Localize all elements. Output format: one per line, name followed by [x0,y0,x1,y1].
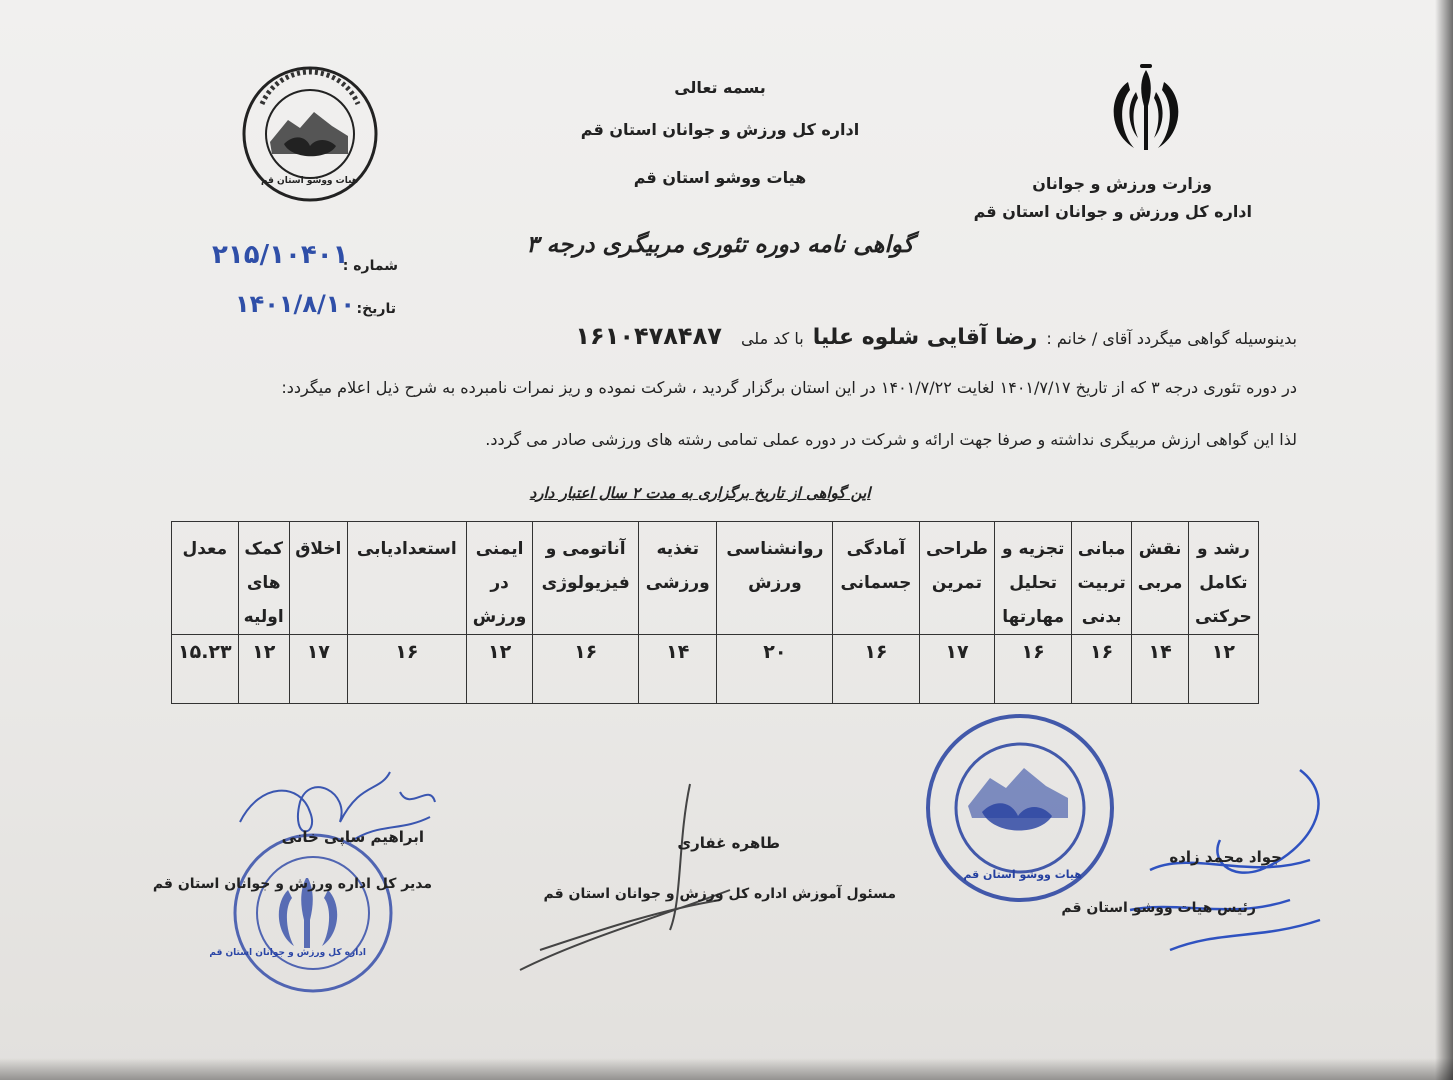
grade-subject-line: روانشناسی [726,539,824,559]
right-stamp-text: هیات ووشو استان قم [963,868,1082,881]
body-line-3: لذا این گواهی ارزش مربیگری نداشته و صرفا جهت ارائه و شرکت در دوره عملی تمامی رشته های ورزشی صادر می گردد. [485,430,1297,449]
right-signer-name: جواد محمد زاده [1169,848,1282,866]
grade-score-cell: ۱۶ [1071,635,1131,704]
grade-subject-header [466,522,533,635]
middle-signer-title: مسئول آموزش اداره کل ورزش و جوانان استان قم [543,886,896,902]
grade-subject-header [833,522,919,635]
grade-score-cell: ۲۰ [717,635,833,704]
grade-subject-line: معدل [182,539,228,559]
grade-subject-header [919,522,995,635]
number-value: ۲۱۵/۱۰۴۰۱ [212,240,349,270]
grade-subject-line: نقش [1138,539,1182,559]
grade-subject-line: ورزش [748,573,802,593]
grade-subject-line: رشد و [1196,539,1250,559]
grade-subject-line: مهارتها [1002,607,1065,627]
body-line-1 [575,322,1297,350]
left-stamp-text: اداره کل ورزش و جوانان استان قم [209,948,366,958]
body-line1-mid: با کد ملی [740,329,804,348]
grade-subject-header [533,522,639,635]
grade-subject-line: استعدادیابی [356,539,457,559]
grade-subject-line: ورزش [472,607,527,627]
date-value: ۱۴۰۱/۸/۱۰ [234,290,356,318]
grade-subject-header [1188,522,1258,635]
grade-subject-line: بدنی [1081,607,1122,627]
left-stamp-icon [209,828,398,998]
grade-subject-header [995,522,1072,635]
grade-subject-line: مبانی [1077,539,1126,559]
grade-score-cell: ۱۵.۲۳ [172,635,239,704]
grade-subject-line: اخلاق [295,539,342,559]
grade-subject-line: جسمانی [840,573,912,593]
grade-subject-header [172,522,239,635]
grade-subject-header [717,522,833,635]
grade-subject-header [639,522,717,635]
grade-score-cell: ۱۷ [289,635,347,704]
grades-table [171,521,1259,704]
grade-score-cell: ۱۶ [347,635,466,704]
grade-subject-line: تحلیل [1009,573,1057,593]
grade-subject-header [1071,522,1131,635]
grade-subject-header [289,522,347,635]
grade-subject-line: تمرین [931,573,982,593]
body-line-2: در دوره تئوری درجه ۳ که از تاریخ ۱۴۰۱/۷/۱۷ لغایت ۱۴۰۱/۷/۲۲ در این استان برگزار گردید ، شرکت نموده و ریز نمرات نامبرده به شرح ذیل اعلام میگردد: [281,378,1297,397]
middle-signer-name: طاهره غفاری [677,834,780,852]
validity-note: این گواهی از تاریخ برگزاری به مدت ۲ سال اعتبار دارد [529,484,871,502]
right-signer-title: رئیس هیات ووشو استان قم [1061,900,1256,916]
grade-subject-line: فیزیولوژی [541,573,630,593]
grade-subject-line: تربیت [1077,573,1126,593]
grade-subject-line: تکامل [1199,573,1248,593]
grade-subject-line: آمادگی [846,539,906,559]
grade-subject-line: ایمنی [475,539,524,559]
grade-subject-line: آناتومی و [545,539,626,559]
grades-header-row [172,522,1259,635]
date-label: تاریخ: [356,301,396,317]
grade-subject-line: طراحی [926,539,988,559]
grade-score-cell: ۱۶ [833,635,919,704]
left-signer-title: مدیر کل اداره ورزش و جوانان استان قم [152,876,432,892]
department-name: اداره کل ورزش و جوانان استان قم [580,120,860,139]
photo-edge-shadow-right [1435,0,1453,1080]
grade-subject-line: کمک [244,539,284,559]
photo-edge-shadow-bottom [0,1058,1453,1080]
number-label: شماره : [342,258,398,274]
left-signer-name: ابراهیم ساپی خانی [281,828,424,846]
grade-score-cell: ۱۲ [238,635,289,704]
ministry-line2: اداره کل ورزش و جوانان استان قم [973,202,1252,221]
grade-subject-line: حرکتی [1194,607,1252,627]
grade-subject-line: مربی [1137,573,1183,593]
grade-score-cell: ۱۶ [995,635,1072,704]
grade-subject-header [347,522,466,635]
body-line1-prefix: بدینوسیله گواهی میگردد آقای / خانم : [1046,329,1297,348]
grade-subject-line: اولیه [243,607,284,627]
certificate-title: گواهی نامه دوره تئوری مربیگری درجه ۳ [526,232,914,258]
middle-signature-icon [510,780,740,980]
national-id: ۱۶۱۰۴۷۸۴۸۷ [575,322,722,350]
grade-subject-line: ورزشی [645,573,710,593]
grade-score-cell: ۱۴ [1132,635,1188,704]
grade-subject-line: های [246,573,281,593]
grade-score-cell: ۱۴ [639,635,717,704]
grades-score-row [172,635,1259,704]
grade-score-cell: ۱۷ [919,635,995,704]
grade-score-cell: ۱۲ [466,635,533,704]
ministry-line1: وزارت ورزش و جوانان [1032,174,1212,193]
recipient-name: رضا آقایی شلوه علیا [812,325,1038,350]
grade-score-cell: ۱۶ [533,635,639,704]
board-name: هیات ووشو استان قم [633,168,807,187]
grade-subject-line: تغذیه [656,539,699,559]
grade-subject-line: در [490,573,509,593]
grade-subject-line: تجزیه و [1001,539,1065,559]
grade-subject-header [1132,522,1188,635]
grade-score-cell: ۱۲ [1188,635,1258,704]
grade-subject-header [238,522,289,635]
wushu-logo-ring-text: هیات ووشو استان قم [260,176,358,186]
basmala: بسمه تعالی [674,78,766,97]
iran-emblem-icon [1100,62,1192,162]
